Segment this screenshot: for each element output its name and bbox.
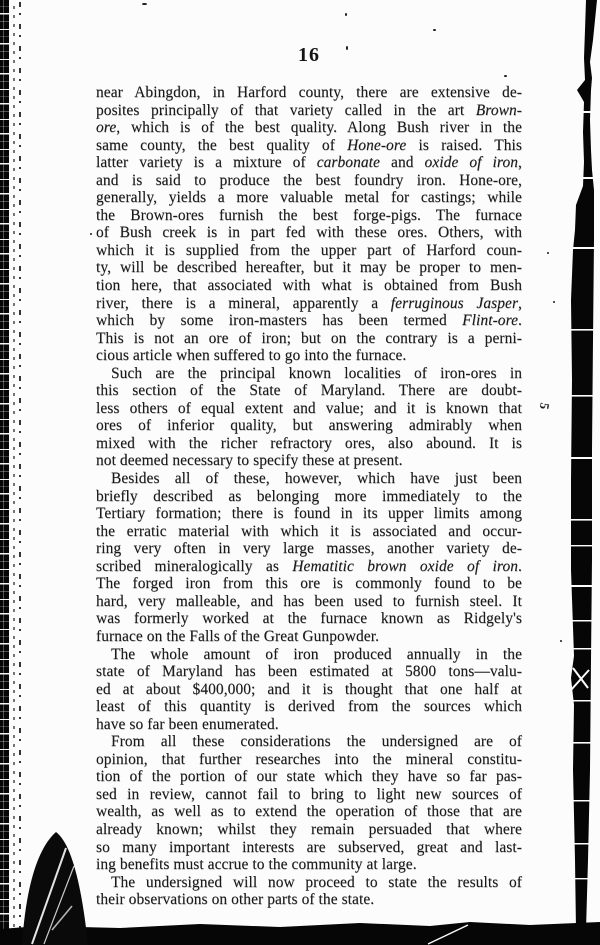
text-line xyxy=(96,874,522,892)
text-segment: tion of the portion of our state which they have so far pas- xyxy=(96,768,522,786)
text-segment: Such are the principal known localities of iron-ores in xyxy=(111,364,522,382)
text-line xyxy=(96,716,522,734)
text-line xyxy=(96,663,522,681)
italic-term: carbonate xyxy=(316,154,380,172)
text-line xyxy=(96,558,522,576)
text-segment: , which is of the best quality. Along Bush river in the xyxy=(116,119,522,137)
text-line xyxy=(96,330,522,348)
text-segment: the Brown-ores furnish the best forge-pigs. The furnace xyxy=(96,206,522,224)
text-segment: . xyxy=(518,557,522,575)
ink-speck xyxy=(560,640,562,642)
text-line xyxy=(96,803,522,821)
margin-signature-mark: 5 xyxy=(536,401,553,411)
text-line xyxy=(96,891,522,909)
text-line xyxy=(96,312,522,330)
text-segment: ring very often in very large masses, another variety de- xyxy=(96,540,522,558)
text-segment: already known; whilst they remain persuaded that where xyxy=(96,820,522,838)
text-segment: was formerly worked at the furnace known as Ridgely's xyxy=(96,610,522,628)
text-segment: is raised. This xyxy=(406,136,522,154)
text-line xyxy=(96,417,522,435)
text-line xyxy=(96,470,522,488)
text-line xyxy=(96,365,522,383)
ink-speck xyxy=(553,301,555,303)
text-segment: hard, very malleable, and has been used to furnish steel. It xyxy=(96,592,522,610)
text-segment: Tertiary formation; there is found in its upper limits among xyxy=(96,505,522,523)
text-segment: The forged iron from this ore is commonly found to be xyxy=(96,575,522,593)
ink-speck xyxy=(345,13,347,16)
text-line xyxy=(96,593,522,611)
text-segment: ed at about $400,000; and it is thought that one half at xyxy=(96,680,522,698)
text-segment: This is not an ore of iron; but on the contrary is a perni- xyxy=(96,329,522,347)
text-segment: mixed with the richer refractory ores, also abound. It is xyxy=(96,434,522,452)
text-segment: From all these considerations the undersigned are of xyxy=(111,733,522,751)
text-segment: near Abingdon, in Harford county, there are extensive de- xyxy=(96,84,522,101)
text-line xyxy=(96,435,522,453)
text-segment: state of Maryland has been estimated at 5800 tons—valu- xyxy=(96,663,522,681)
page-number: 16 xyxy=(298,44,320,66)
text-segment: less others of equal extent and value; and it is known that xyxy=(96,399,522,417)
italic-term: Hematitic brown oxide of iron xyxy=(292,557,519,575)
text-segment: and xyxy=(380,154,425,172)
text-segment: ores of inferior quality, but answering admirably when xyxy=(96,417,522,435)
ink-speck xyxy=(504,75,507,77)
text-line xyxy=(96,523,522,541)
text-line xyxy=(96,628,522,646)
text-line xyxy=(96,646,522,664)
text-segment: scribed mineralogically as xyxy=(96,557,293,575)
text-segment: which it is supplied from the upper part of Harford coun- xyxy=(96,241,522,259)
text-line xyxy=(96,751,522,769)
text-line xyxy=(96,137,522,155)
text-segment: the erratic material with which it is associated and occur- xyxy=(96,522,522,540)
text-segment: Besides all of these, however, which have just been xyxy=(111,470,522,488)
ink-speck xyxy=(433,29,436,31)
text-line xyxy=(96,207,522,225)
italic-term: oxide of iron xyxy=(424,154,519,172)
text-segment: wealth, as well as to extend the operation of those that are xyxy=(96,803,522,821)
text-segment: of Bush creek is in part fed with these ores. Others, with xyxy=(96,224,522,242)
text-segment: briefly described as belonging more immediately to the xyxy=(96,487,522,505)
text-line xyxy=(96,821,522,839)
text-line xyxy=(96,154,522,172)
text-column xyxy=(96,84,522,909)
text-segment: not deemed necessary to specify these at present. xyxy=(96,452,403,470)
text-segment: opinion, that further researches into the mineral constitu- xyxy=(96,750,522,768)
text-segment: which by some iron-masters has been termed xyxy=(96,312,463,330)
text-line xyxy=(96,259,522,277)
text-segment: latter variety is a mixture of xyxy=(96,154,317,172)
text-line xyxy=(96,382,522,400)
text-line xyxy=(96,839,522,857)
text-segment: this section of the State of Maryland. There are doubt- xyxy=(96,382,522,400)
text-segment: generally, yields a more valuable metal for castings; while xyxy=(96,189,522,207)
text-line xyxy=(96,768,522,786)
text-segment: least of this quantity is derived from the sources which xyxy=(96,698,522,716)
italic-term: Brown- xyxy=(475,101,522,119)
text-line xyxy=(96,540,522,558)
text-segment: The whole amount of iron produced annually in the xyxy=(111,645,522,663)
text-line xyxy=(96,295,522,313)
text-segment: same county, the best quality of xyxy=(96,136,348,154)
text-segment: their observations on other parts of the state. xyxy=(96,891,375,909)
text-segment: ty, will be described hereafter, but it may be proper to men- xyxy=(96,259,522,277)
text-segment: so many important interests are subserved, great and last- xyxy=(96,838,522,856)
text-line xyxy=(96,102,522,120)
text-line xyxy=(96,189,522,207)
text-segment: furnace on the Falls of the Great Gunpowder. xyxy=(96,627,380,645)
text-line xyxy=(96,488,522,506)
text-line xyxy=(96,575,522,593)
thumb-shadow xyxy=(22,832,88,945)
text-segment: river, there is a mineral, apparently a xyxy=(96,294,391,312)
text-line xyxy=(96,242,522,260)
text-segment: sed in review, cannot fail to bring to light new sources of xyxy=(96,785,522,803)
text-segment: . xyxy=(518,312,522,330)
text-segment: have so far been enumerated. xyxy=(96,715,279,733)
text-line xyxy=(96,84,522,102)
text-line xyxy=(96,610,522,628)
text-line xyxy=(96,733,522,751)
text-segment: , xyxy=(518,154,522,172)
italic-term: ferruginous Jasper xyxy=(390,294,519,312)
ink-speck xyxy=(142,3,147,5)
right-spine-shadow xyxy=(571,0,597,930)
ink-speck xyxy=(90,233,92,235)
italic-term: Hone-ore xyxy=(347,136,407,154)
text-segment: cious article when suffered to go into the furnace. xyxy=(96,347,407,365)
text-line xyxy=(96,224,522,242)
text-line xyxy=(96,452,522,470)
text-segment: The undersigned will now proceed to state the results of xyxy=(111,873,522,891)
text-segment: ing benefits must accrue to the community at large. xyxy=(96,856,417,874)
text-line xyxy=(96,400,522,418)
text-line xyxy=(96,681,522,699)
text-segment: posites principally of that variety called in the art xyxy=(96,101,476,119)
text-line xyxy=(96,786,522,804)
text-line xyxy=(96,119,522,137)
text-line xyxy=(96,856,522,874)
bottom-edge-shadow xyxy=(0,922,600,945)
text-line xyxy=(96,505,522,523)
italic-term: Flint-ore xyxy=(462,312,519,330)
text-segment: and is said to produce the best foundry iron. Hone-ore, xyxy=(96,171,522,189)
text-line xyxy=(96,347,522,365)
text-segment: tion here, that associated with what is obtained from Bush xyxy=(96,277,522,295)
italic-term: ore xyxy=(96,119,117,137)
text-line xyxy=(96,698,522,716)
text-line xyxy=(96,172,522,190)
text-segment: , xyxy=(518,294,522,312)
text-line xyxy=(96,277,522,295)
ink-speck xyxy=(547,252,549,254)
